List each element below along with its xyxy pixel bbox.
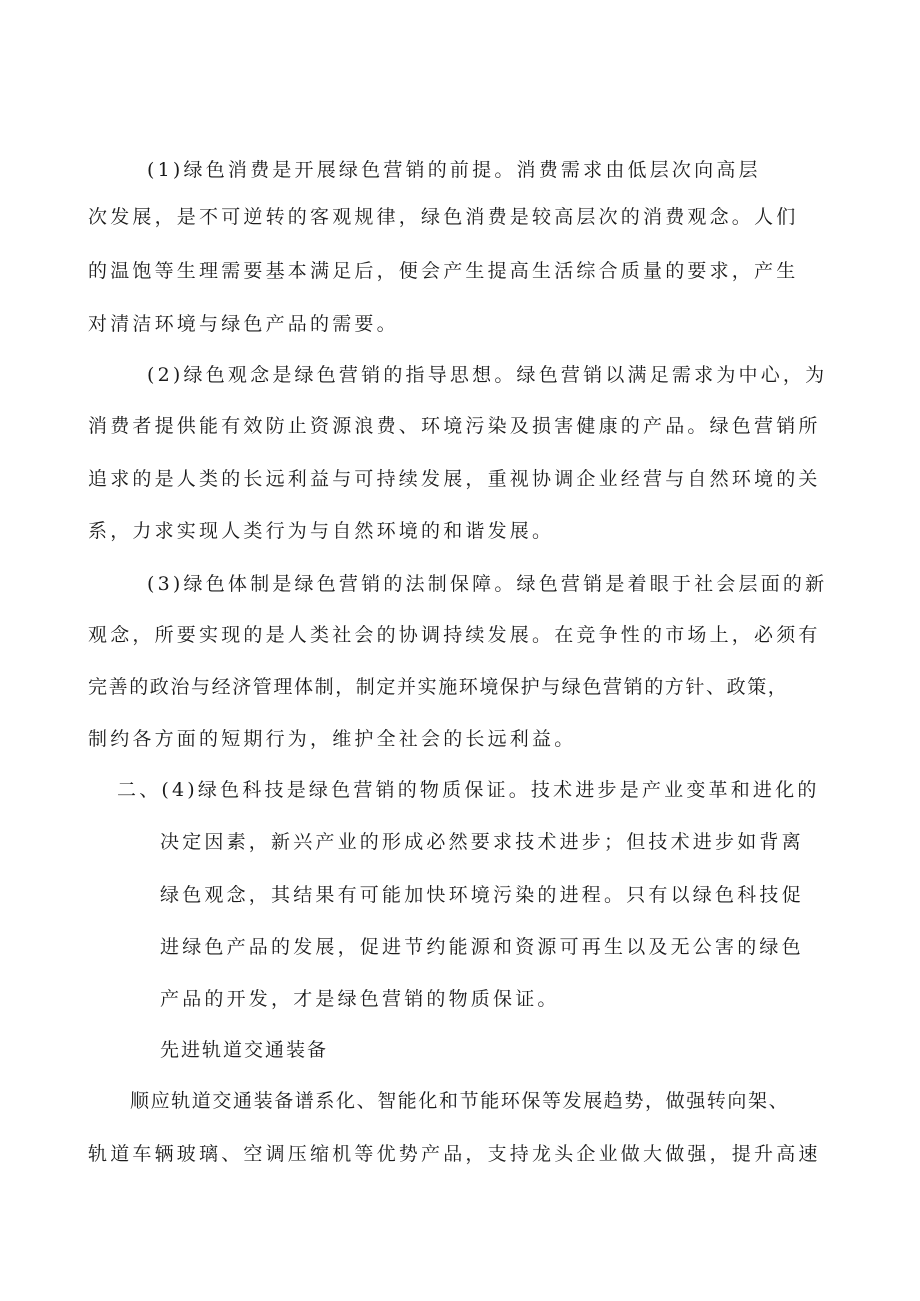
paragraph-2-line-1: (2)绿色观念是绿色营销的指导思想。绿色营销以满足需求为中心，为	[147, 364, 828, 386]
paragraph-3-line-1: (3)绿色体制是绿色营销的法制保障。绿色营销是着眼于社会层面的新	[147, 573, 828, 595]
paragraph-4-line-2: 决定因素，新兴产业的形成必然要求技术进步；但技术进步如背离	[160, 831, 804, 853]
paragraph-5-line-2: 轨道车辆玻璃、空调压缩机等优势产品，支持龙头企业做大做强，提升高速	[88, 1143, 821, 1165]
paragraph-3-line-4: 制约各方面的短期行为，维护全社会的长远利益。	[88, 728, 577, 750]
paragraph-4-line-1: 二、(4)绿色科技是绿色营销的物质保证。技术进步是产业变革和进化的	[117, 779, 820, 801]
paragraph-1-line-2: 次发展，是不可逆转的客观规律，绿色消费是较高层次的消费观念。人们	[88, 206, 799, 228]
paragraph-3-line-2: 观念，所要实现的是人类社会的协调持续发展。在竞争性的市场上，必须有	[88, 624, 821, 646]
section-heading: 先进轨道交通装备	[160, 1039, 329, 1061]
paragraph-2-line-3: 追求的是人类的长远利益与可持续发展，重视协调企业经营与自然环境的关	[88, 468, 821, 490]
paragraph-5-line-1: 顺应轨道交通装备谱系化、智能化和节能环保等发展趋势，做强转向架、	[130, 1090, 790, 1112]
paragraph-4-line-5: 产品的开发，才是绿色营销的物质保证。	[160, 988, 560, 1010]
paragraph-1-line-4: 对清洁环境与绿色产品的需要。	[88, 313, 399, 335]
paragraph-1-line-1: (1)绿色消费是开展绿色营销的前提。消费需求由低层次向高层	[147, 159, 761, 181]
paragraph-2-line-4: 系，力求实现人类行为与自然环境的和谐发展。	[88, 520, 555, 542]
paragraph-4-line-4: 进绿色产品的发展，促进节约能源和资源可再生以及无公害的绿色	[160, 936, 804, 958]
paragraph-4-line-3: 绿色观念，其结果有可能加快环境污染的进程。只有以绿色科技促	[160, 884, 804, 906]
paragraph-1-line-3: 的温饱等生理需要基本满足后，便会产生提高生活综合质量的要求，产生	[88, 260, 799, 282]
paragraph-2-line-2: 消费者提供能有效防止资源浪费、环境污染及损害健康的产品。绿色营销所	[88, 415, 821, 437]
paragraph-3-line-3: 完善的政治与经济管理体制，制定并实施环境保护与绿色营销的方针、政策，	[88, 676, 789, 698]
